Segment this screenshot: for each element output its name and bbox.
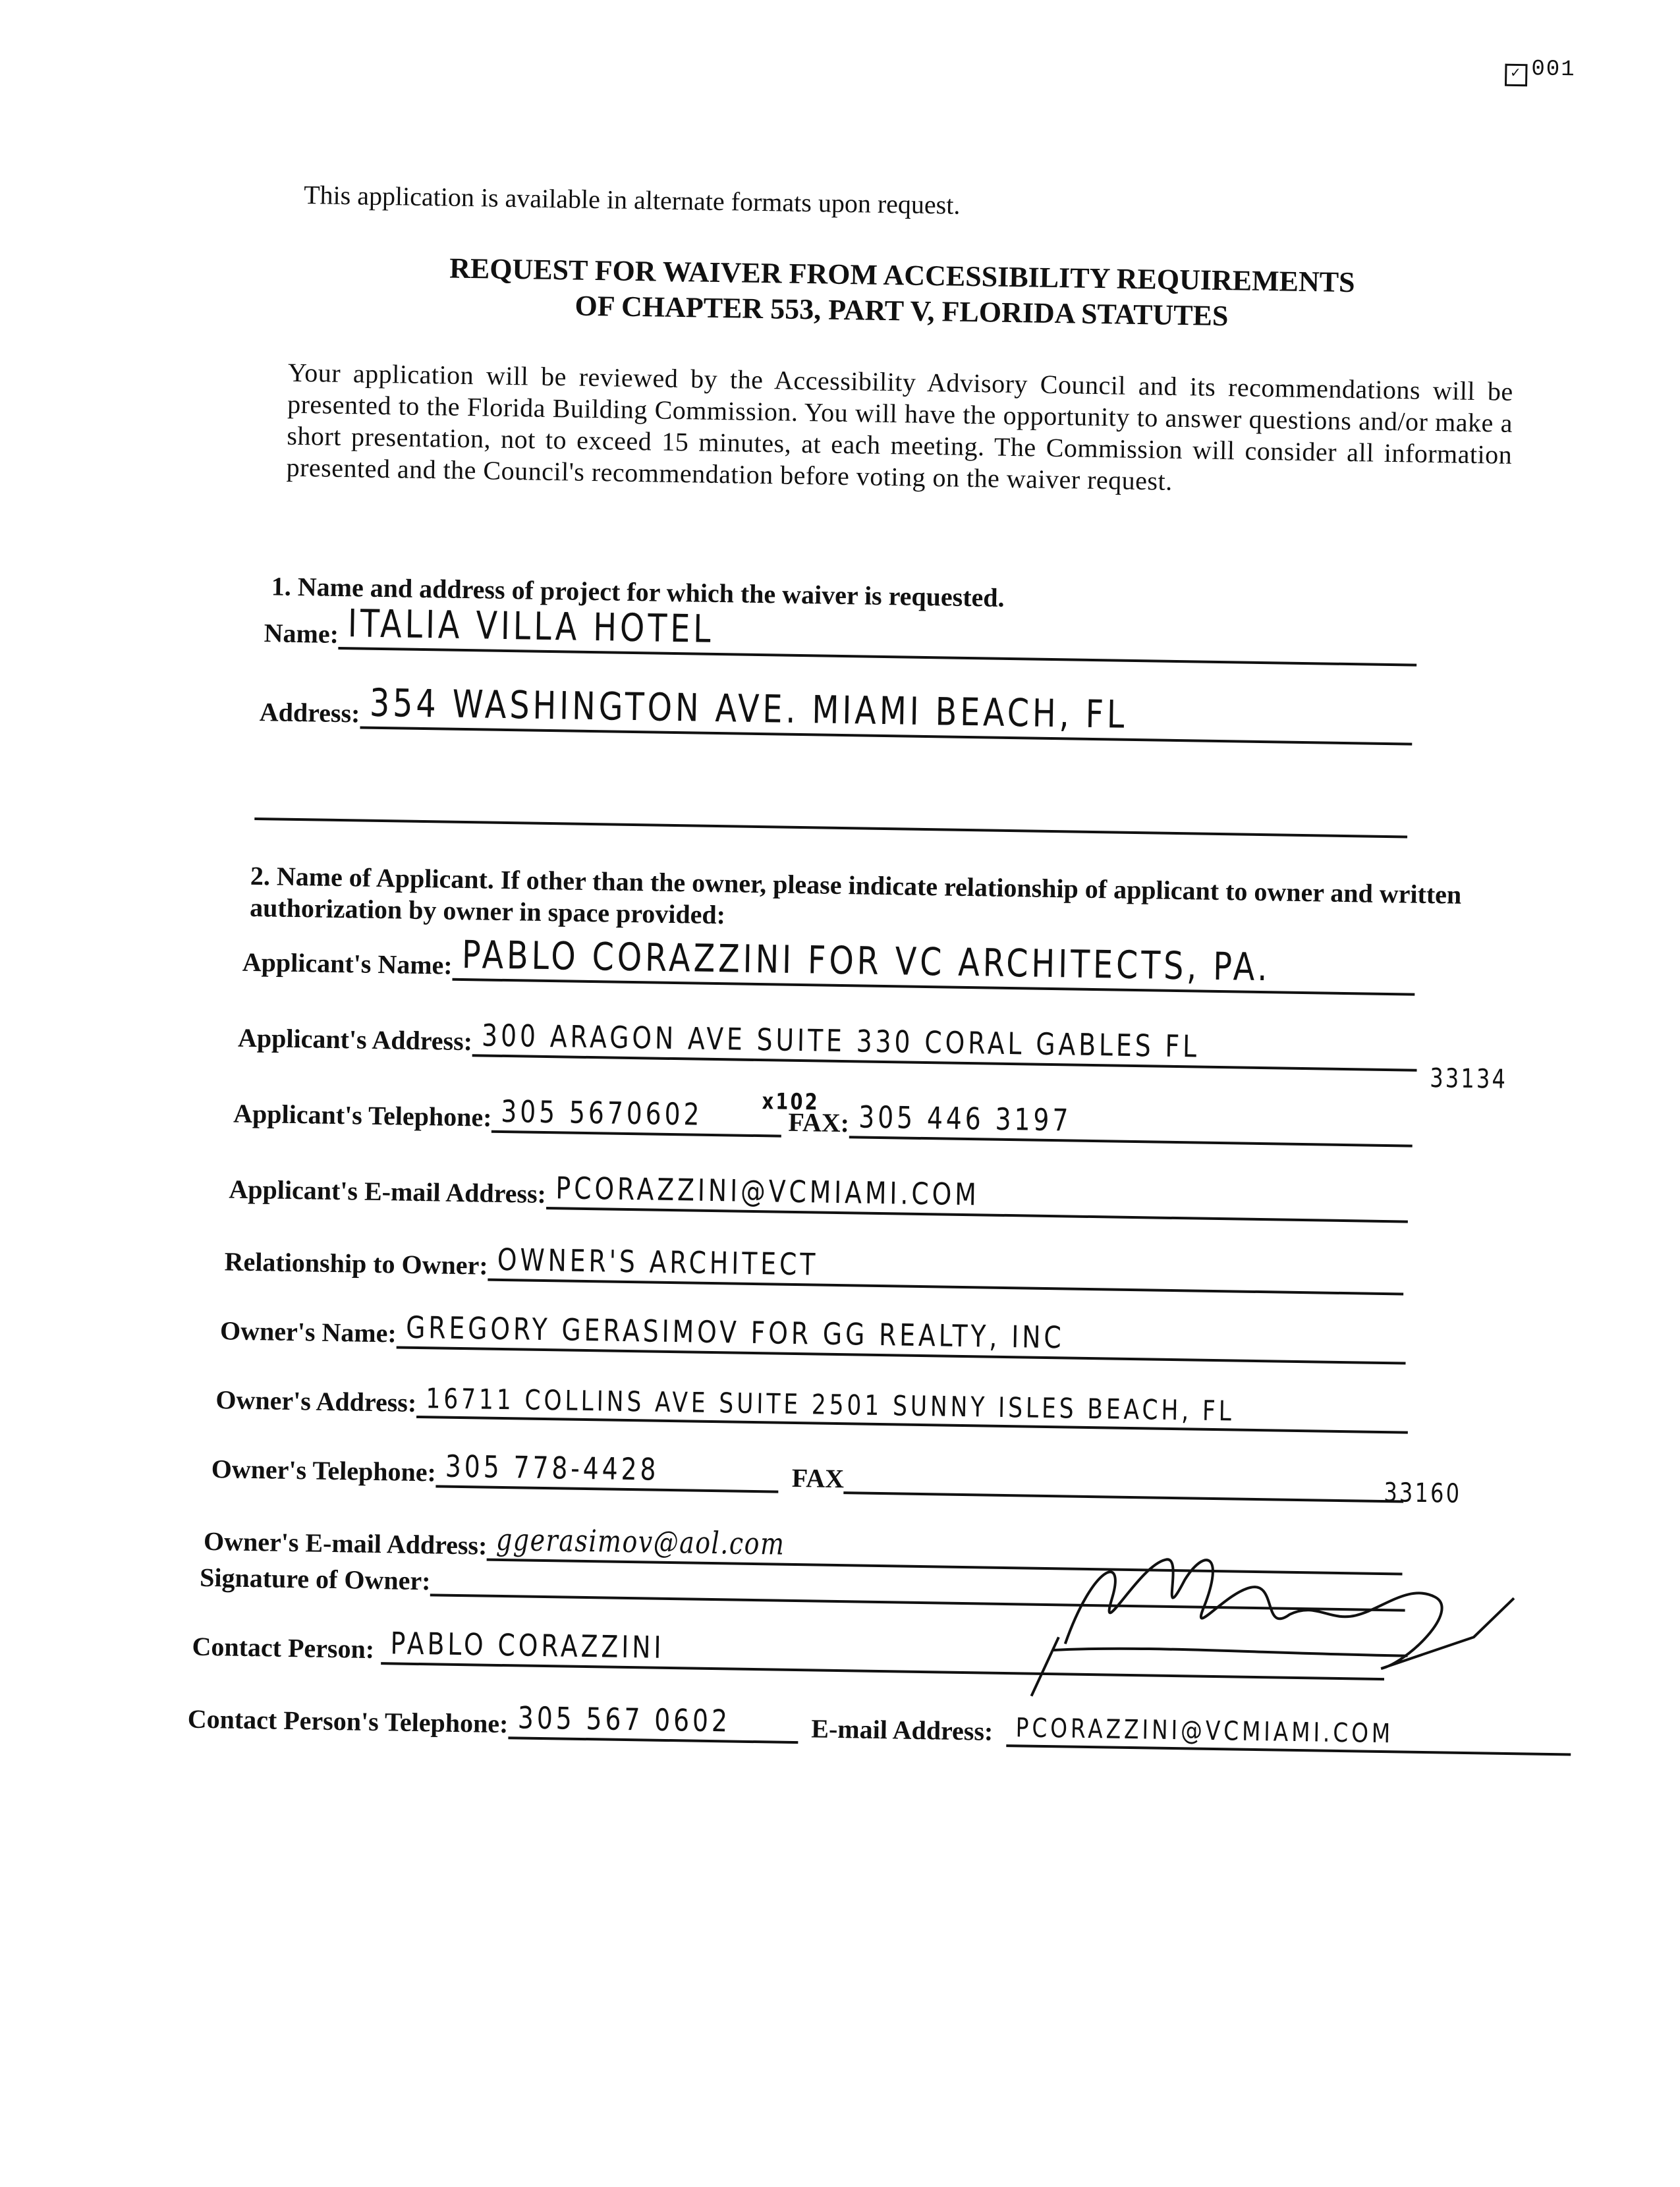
contact-person-label: Contact Person: (192, 1631, 375, 1664)
page-number: 001 (1531, 57, 1576, 83)
owner-address-zip: 33160 (1384, 1478, 1462, 1509)
title-line-2: OF CHAPTER 553, PART V, FLORIDA STATUTES (574, 289, 1229, 333)
contact-email-value: PCORAZZINI@VCMIAMI.COM (1015, 1713, 1394, 1750)
project-name-label: Name: (264, 618, 339, 649)
project-address-field[interactable] (259, 680, 1413, 745)
applicant-name-value: PABLO CORAZZINI FOR VC ARCHITECTS, PA. (461, 931, 1271, 990)
owner-signature (1011, 1537, 1528, 1717)
applicant-email-value: PCORAZZINI@VCMIAMI.COM (555, 1170, 980, 1213)
relationship-value: OWNER'S ARCHITECT (497, 1241, 819, 1283)
owner-email-value: ggerasimov@aol.com (496, 1521, 786, 1562)
project-address-label: Address: (259, 697, 360, 729)
applicant-address-label: Applicant's Address: (237, 1022, 473, 1057)
form-title (275, 248, 1528, 339)
fax-icon: ✓ (1505, 64, 1528, 87)
applicant-fax-label: FAX: (788, 1107, 850, 1138)
section-2-heading: 2. Name of Applicant. If other than the owner, please indicate relationship of applicant to owner and written authorization by owner in space provided: (249, 860, 1462, 930)
applicant-phone-value: 305 5670602 (501, 1093, 704, 1132)
availability-note: This application is available in alternate formats upon request. (303, 180, 961, 220)
owner-name-field[interactable] (219, 1309, 1407, 1364)
relationship-label: Relationship to Owner: (224, 1246, 489, 1281)
intro-paragraph: Your application will be reviewed by the Accessibility Advisory Council and its recommendations will be presented to the Florida Building Commission. You will have the opportunity to answer questions and/or make a short presentation, not to exceed 15 minutes, at each meeting. The Commission will consider all information presented and the Council's recommendation before voting on the waiver request. (286, 357, 1514, 496)
applicant-email-label: Applicant's E-mail Address: (229, 1174, 547, 1209)
signature-label: Signature of Owner: (199, 1562, 431, 1596)
applicant-address-zip: 33134 (1429, 1063, 1508, 1095)
project-name-value: ITALIA VILLA HOTEL (347, 601, 715, 651)
owner-email-label: Owner's E-mail Address: (203, 1526, 488, 1561)
relationship-field[interactable] (224, 1241, 1404, 1295)
project-name-field[interactable] (264, 601, 1417, 666)
applicant-phone-field[interactable] (233, 1088, 1413, 1148)
applicant-address-field[interactable] (237, 1017, 1418, 1072)
title-line-1: REQUEST FOR WAIVER FROM ACCESSIBILITY REQUIREMENTS (449, 252, 1355, 299)
owner-name-label: Owner's Name: (219, 1315, 397, 1348)
owner-phone-label: Owner's Telephone: (211, 1454, 437, 1487)
owner-address-field[interactable] (215, 1383, 1409, 1433)
page-id (1505, 57, 1576, 88)
applicant-phone-ext: x102 (762, 1088, 820, 1116)
contact-phone-label: Contact Person's Telephone: (187, 1703, 509, 1739)
applicant-email-field[interactable] (229, 1170, 1409, 1223)
owner-address-label: Owner's Address: (215, 1385, 417, 1418)
owner-address-value: 16711 COLLINS AVE SUITE 2501 SUNNY ISLES BEACH, FL (425, 1382, 1235, 1427)
contact-phone-value: 305 567 0602 (517, 1700, 731, 1739)
contact-person-value: PABLO CORAZZINI (389, 1625, 665, 1665)
project-address-value: 354 WASHINGTON AVE. MIAMI BEACH, FL (369, 680, 1128, 737)
owner-phone-field[interactable] (211, 1448, 1404, 1503)
applicant-fax-value: 305 446 3197 (858, 1099, 1072, 1138)
owner-fax-label: FAX (791, 1462, 845, 1494)
project-address-line-2[interactable] (254, 817, 1407, 838)
applicant-name-field[interactable] (242, 931, 1415, 996)
applicant-phone-label: Applicant's Telephone: (233, 1098, 492, 1132)
owner-phone-value: 305 778-4428 (445, 1448, 660, 1487)
owner-name-value: GREGORY GERASIMOV FOR GG REALTY, INC (405, 1309, 1065, 1356)
applicant-address-value: 300 ARAGON AVE SUITE 330 CORAL GABLES FL (481, 1017, 1200, 1065)
applicant-name-label: Applicant's Name: (242, 947, 453, 980)
owner-fax-input[interactable] (844, 1462, 1404, 1503)
contact-email-label: E-mail Address: (811, 1713, 994, 1746)
section-1-heading: 1. Name and address of project for which the waiver is requested. (271, 571, 1005, 613)
